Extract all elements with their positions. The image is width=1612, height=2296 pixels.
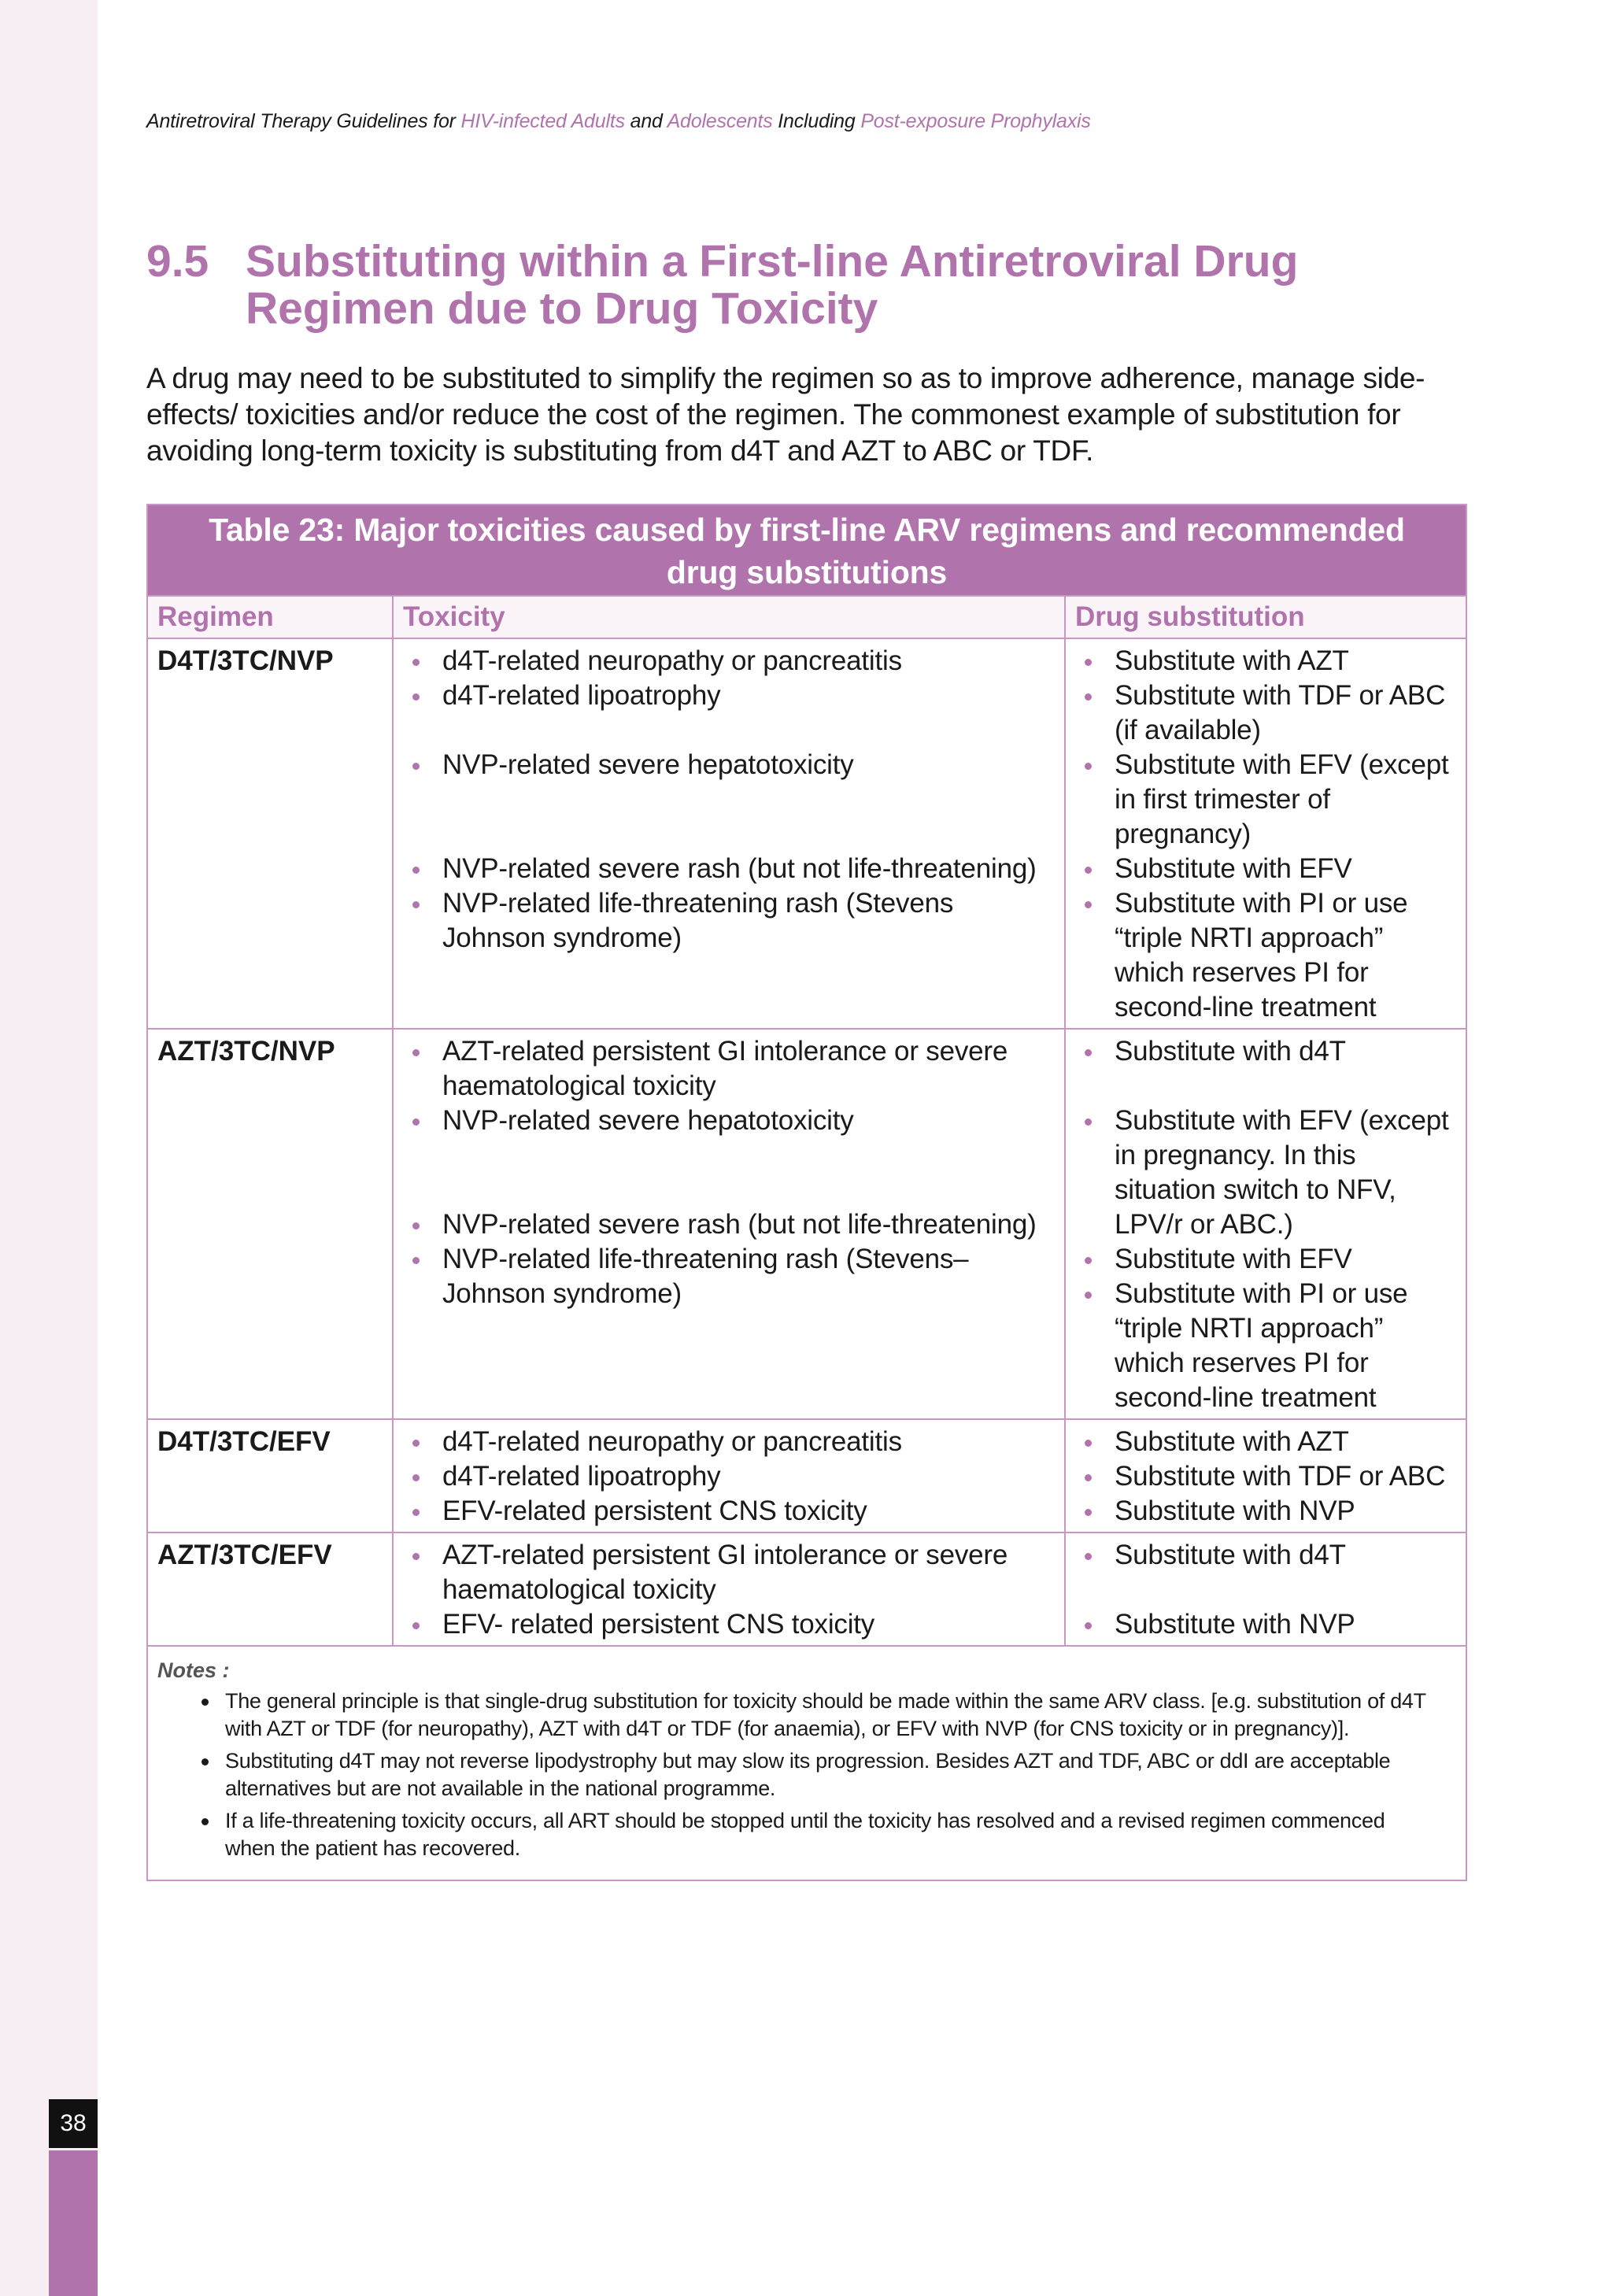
note-item: The general principle is that single-drug substitution for toxicity should be made within the same ARV class. [e.g. substitution of d4T with AZT or TDF (for neuropathy), AZT with d4T or TDF (for anaemia), or EFV with NVP (for CNS toxicity or in pregnancy)]. <box>157 1688 1456 1743</box>
toxicity-item: d4T-related neuropathy or pancreatitis <box>401 644 1056 678</box>
substitution-item: Substitute with NVP <box>1074 1494 1458 1529</box>
regimen-cell: AZT/3TC/EFV <box>148 1533 394 1645</box>
toxicity-cell <box>394 1533 1066 1645</box>
running-header-text: and <box>624 110 667 132</box>
running-header <box>146 110 1091 133</box>
substitution-item: Substitute with NVP <box>1074 1607 1458 1642</box>
toxicity-item: NVP-related severe hepatotoxicity <box>401 748 1056 782</box>
substitution-item: Substitute with d4T <box>1074 1538 1458 1573</box>
substitution-cell <box>1066 1533 1466 1645</box>
substitution-item: Substitute with EFV (except in first trimester of pregnancy) <box>1074 748 1458 852</box>
substitution-item: Substitute with PI or use “triple NRTI approach” which reserves PI for second-line treatment <box>1074 1277 1458 1415</box>
toxicity-cell <box>394 1030 1066 1418</box>
column-header-substitution: Drug substitution <box>1066 597 1466 638</box>
toxicity-item: EFV- related persistent CNS toxicity <box>401 1607 1056 1642</box>
running-header-accent: HIV-infected Adults <box>460 110 625 132</box>
regimen-cell: D4T/3TC/EFV <box>148 1420 394 1532</box>
table-notes <box>148 1645 1466 1880</box>
toxicity-item: NVP-related life-threatening rash (Stevens–Johnson syndrome) <box>401 1242 1056 1311</box>
substitution-cell <box>1066 1030 1466 1418</box>
toxicity-item: NVP-related severe rash (but not life-threatening) <box>401 1207 1056 1242</box>
running-header-text: Antiretroviral Therapy Guidelines for <box>146 110 461 132</box>
substitution-item: Substitute with EFV <box>1074 1242 1458 1277</box>
table-row <box>148 1532 1466 1645</box>
substitution-item: Substitute with EFV <box>1074 852 1458 886</box>
table-header-row <box>148 595 1466 638</box>
toxicity-table <box>146 504 1467 1881</box>
substitution-item: Substitute with d4T <box>1074 1034 1458 1069</box>
toxicity-item: d4T-related lipoatrophy <box>401 1459 1056 1494</box>
toxicity-cell <box>394 1420 1066 1532</box>
table-row <box>148 1418 1466 1532</box>
section-heading <box>146 238 1484 332</box>
toxicity-item: NVP-related severe hepatotoxicity <box>401 1104 1056 1138</box>
substitution-cell <box>1066 1420 1466 1532</box>
table-caption: Table 23: Major toxicities caused by first-line ARV regimens and recommended drug substitutions <box>148 505 1466 595</box>
column-header-toxicity: Toxicity <box>394 597 1066 638</box>
column-header-regimen: Regimen <box>148 597 394 638</box>
table-row <box>148 1028 1466 1418</box>
toxicity-item: d4T-related lipoatrophy <box>401 678 1056 713</box>
substitution-item: Substitute with TDF or ABC (if available) <box>1074 678 1458 748</box>
toxicity-cell <box>394 639 1066 1028</box>
table-row <box>148 638 1466 1028</box>
toxicity-item: EFV-related persistent CNS toxicity <box>401 1494 1056 1529</box>
side-strip <box>0 0 98 2296</box>
notes-label: Notes : <box>157 1658 230 1682</box>
substitution-cell <box>1066 639 1466 1028</box>
substitution-item: Substitute with AZT <box>1074 1425 1458 1459</box>
note-item: If a life-threatening toxicity occurs, all ART should be stopped until the toxicity has resolved and a revised regimen commenced when the patient has recovered. <box>157 1807 1456 1862</box>
section-number: 9.5 <box>146 236 209 287</box>
running-header-accent: Post-exposure Prophylaxis <box>860 110 1091 132</box>
toxicity-item: NVP-related life-threatening rash (Stevens Johnson syndrome) <box>401 886 1056 956</box>
page-number: 38 <box>49 2099 98 2148</box>
substitution-item: Substitute with EFV (except in pregnancy. In this situation switch to NFV, LPV/r or ABC.) <box>1074 1104 1458 1242</box>
running-header-text: Including <box>772 110 861 132</box>
regimen-cell: D4T/3TC/NVP <box>148 639 394 1028</box>
note-item: Substituting d4T may not reverse lipodystrophy but may slow its progression. Besides AZT and TDF, ABC or ddI are acceptable alternatives but are not available in the national programme. <box>157 1747 1456 1802</box>
toxicity-item: d4T-related neuropathy or pancreatitis <box>401 1425 1056 1459</box>
section-title: Substituting within a First-line Antiretroviral Drug Regimen due to Drug Toxicity <box>246 236 1299 334</box>
toxicity-item: AZT-related persistent GI intolerance or severe haematological toxicity <box>401 1034 1056 1104</box>
regimen-cell: AZT/3TC/NVP <box>148 1030 394 1418</box>
substitution-item: Substitute with TDF or ABC <box>1074 1459 1458 1494</box>
substitution-item: Substitute with AZT <box>1074 644 1458 678</box>
toxicity-item: NVP-related severe rash (but not life-threatening) <box>401 852 1056 886</box>
side-strip-accent <box>49 2150 98 2296</box>
intro-paragraph: A drug may need to be substituted to simplify the regimen so as to improve adherence, manage side-effects/ toxicities and/or reduce the cost of the regimen. The commonest example of substitution for avoiding long-term toxicity is substituting from d4T and AZT to ABC or TDF. <box>146 362 1425 467</box>
toxicity-item: AZT-related persistent GI intolerance or severe haematological toxicity <box>401 1538 1056 1607</box>
running-header-accent: Adolescents <box>667 110 773 132</box>
substitution-item: Substitute with PI or use “triple NRTI approach” which reserves PI for second-line treatment <box>1074 886 1458 1025</box>
